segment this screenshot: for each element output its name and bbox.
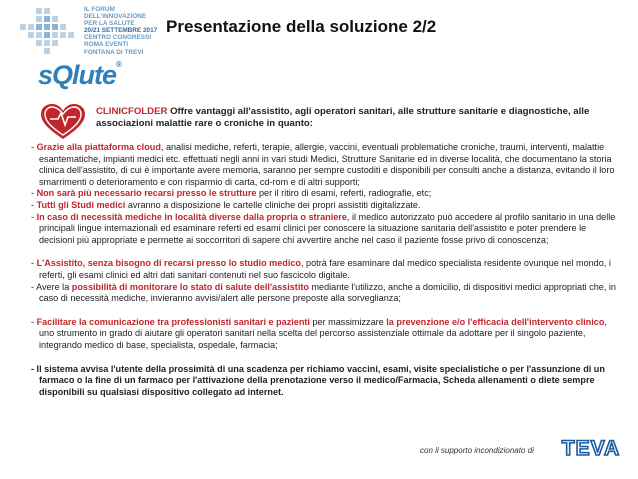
list-item: - L'Assistito, senza bisogno di recarsi presso lo studio medico, potrà fare esaminare dal medico specialista residente ovunque nel mondo, i referti, gli esami clinici ed altri dati sanitari contenuti nel suo fascicolo digitale.	[31, 258, 611, 280]
forum-text: IL FORUM DELL'INNOVAZIONE PER LA SALUTE 20/21 SETTEMBRE 2017 CENTRO CONGRESSI ROMA EVENTI FONTANA DI TREVI	[84, 6, 158, 56]
support-note: con il supporto incondizionato di	[420, 446, 534, 455]
forum-cross-icon	[14, 6, 84, 66]
list-item: - In caso di necessità mediche in località diverse dalla propria o straniere, il medico autorizzato può accedere al profilo sanitario in una delle principali lingue internazionali ed esaminare referti ed esami clinici per conoscere la situazione sanitaria dell'assistito e poter prendere le decisioni più appropriate e permette ai soccorritori di sapere chi avvertire anche nel caso il paziente fosse privo di conoscenza;	[31, 211, 616, 245]
salute-logo: sQlute®	[38, 60, 121, 90]
teva-logo	[555, 436, 627, 460]
page-title: Presentazione della soluzione 2/2	[166, 17, 437, 36]
benefits-list	[31, 142, 616, 398]
list-item: - Tutti gli Studi medici avranno a disposizione le cartelle cliniche dei propri assistiti digitalizzate.	[31, 199, 421, 210]
heart-icon	[38, 102, 88, 142]
list-item: - Il sistema avvisa l'utente della prossimità di una scadenza per richiamo vaccini, esami, visite specialistiche o per l'assunzione di un farmaco o la fine di un farmaco per l'attivazione della prenotazione verso il medico/Farmacia, Scheda allenamenti o diete sempre disponibili su qualsiasi dispositivo collegato ad internet.	[31, 363, 605, 397]
list-item: - Grazie alla piattaforma cloud, analisi mediche, referti, terapie, allergie, vaccini, eventuali problematiche croniche, traumi, interventi, malattie esantematiche, impianti medici etc. effettuati negli anni in vari studi Medici, Strutture Sanitarie ed in diverse località, che documentano la storia clinica dell'assistito, di cui è importante avere memoria, saranno per sempre custoditi e disponibili per consulti anche a distanza, evitando il loro smarrimenti o deterioramento e con risparmio di carta, cd-rom e di altri supporti;	[31, 142, 615, 187]
intro-text: CLINICFOLDER Offre vantaggi all'assistito, agli operatori sanitari, alle strutture sanitarie e diagnostiche, alle associazioni malattie rare o croniche in quanto:	[96, 106, 590, 129]
list-item: - Avere la possibilità di monitorare lo stato di salute dell'assistito mediante l'utilizzo, anche a domicilio, di dispositivi medici appropriati che, in caso di necessità mediche, invieranno avvisi/alert alle persone preposte alla sorveglianza;	[31, 281, 616, 304]
list-item: - Facilitare la comunicazione tra professionisti sanitari e pazienti per massimizzare la prevenzione e/o l'efficacia dell'intervento clinico, uno strumento in grado di aiutare gli operatori sanitari nella scelta del percorso assistenziale ottimale da adottare per il singolo paziente, integrando medico di base, specialista, ospedale, farmacia;	[31, 316, 607, 350]
forum-header	[14, 6, 164, 66]
list-item: - Non sarà più necessario recarsi presso le strutture per il ritiro di esami, referti, radiografie, etc;	[31, 188, 432, 199]
svg-text:TEVA: TEVA	[561, 437, 621, 460]
